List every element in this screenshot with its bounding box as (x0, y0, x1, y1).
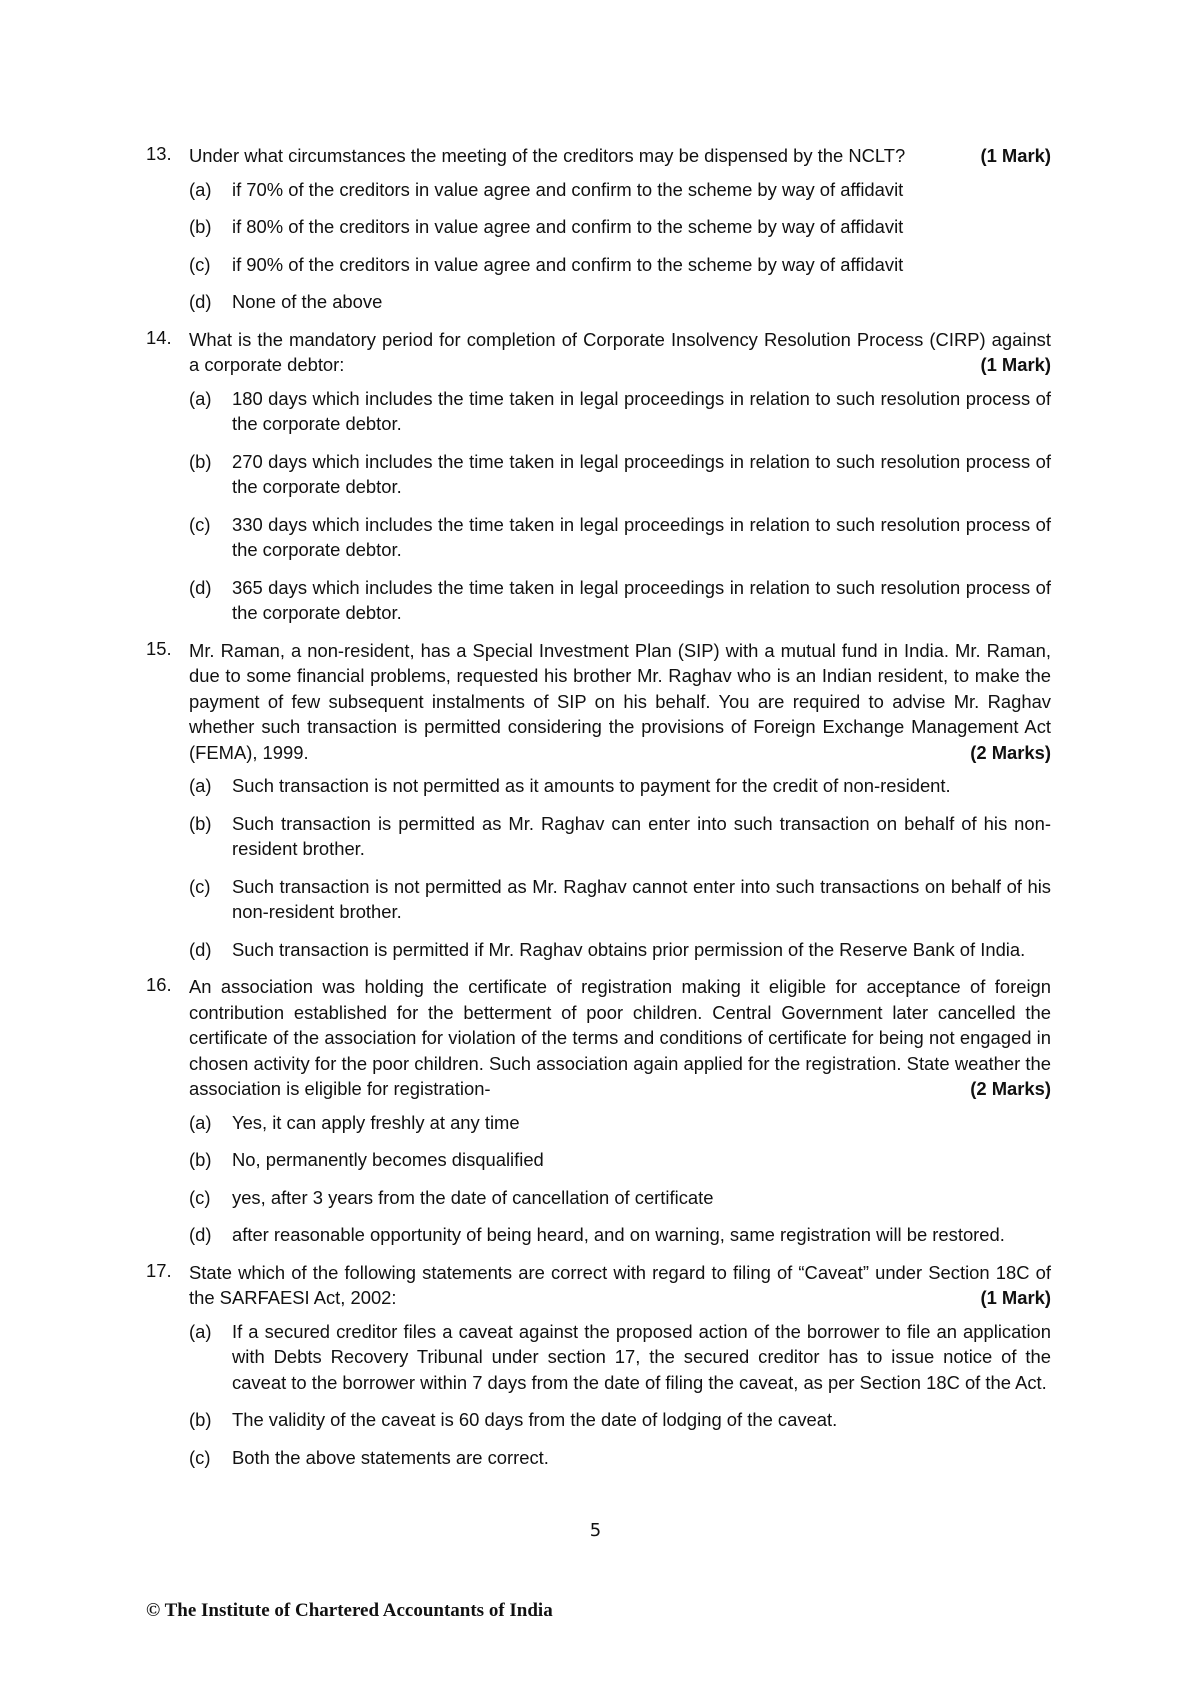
question-marks: (1 Mark) (980, 354, 1051, 375)
option-b (189, 449, 1051, 500)
option-label: (d) (189, 1224, 212, 1245)
option-b (189, 1147, 1051, 1173)
question-body: State which of the following statements are correct with regard to filing of “Caveat” under Section 18C of the SARFAESI Act, 2002: (189, 1261, 1051, 1308)
option-label: (d) (189, 291, 212, 312)
option-label: (b) (189, 812, 212, 834)
option-text: if 70% of the creditors in value agree and confirm to the scheme by way of affidavit (232, 178, 904, 200)
option-text: No, permanently becomes disqualified (232, 1149, 544, 1170)
option-label: (d) (189, 938, 212, 960)
question-text (189, 143, 1051, 169)
option-label: (d) (189, 576, 212, 598)
question-text (189, 638, 1051, 766)
option-label: (b) (189, 1409, 212, 1430)
option-a (189, 773, 1051, 799)
option-c (189, 874, 1051, 925)
question-marks: (1 Mark) (980, 1287, 1051, 1308)
question-15 (146, 638, 1051, 963)
option-text: 270 days which includes the time taken in legal proceedings in relation to such resolution process of the corporate debtor. (232, 450, 1051, 497)
option-label: (a) (189, 178, 212, 200)
option-c (189, 252, 1051, 278)
option-d (189, 575, 1051, 626)
option-label: (c) (189, 253, 211, 275)
option-c (189, 512, 1051, 563)
option-text: The validity of the caveat is 60 days from the date of lodging of the caveat. (232, 1409, 838, 1430)
question-number: 17. (146, 1259, 172, 1281)
question-17 (146, 1260, 1051, 1471)
question-number: 14. (146, 326, 172, 348)
option-label: (a) (189, 1320, 212, 1342)
option-label: (a) (189, 775, 212, 796)
option-label: (b) (189, 216, 212, 237)
option-b (189, 1407, 1051, 1433)
question-body: Mr. Raman, a non-resident, has a Special Investment Plan (SIP) with a mutual fund in India. Mr. Raman, due to some financial problems, requested his brother Mr. Raghav who is an Indian resident, to make the payment of few subsequent instalments of SIP on his behalf. You are required to advise Mr. Raghav whether such transaction is permitted considering the provisions of Foreign Exchange Management Act (FEMA), 1999. (189, 639, 1051, 763)
option-list (189, 1319, 1051, 1471)
option-d (189, 1222, 1051, 1248)
option-c (189, 1185, 1051, 1211)
option-d (189, 289, 1051, 315)
option-text: 180 days which includes the time taken in legal proceedings in relation to such resolution process of the corporate debtor. (232, 387, 1051, 434)
page-number: 5 (589, 1520, 602, 1541)
option-text: Such transaction is permitted if Mr. Raghav obtains prior permission of the Reserve Bank of India. (232, 938, 1026, 960)
option-label: (c) (189, 1186, 211, 1208)
option-b (189, 811, 1051, 862)
option-text: If a secured creditor files a caveat against the proposed action of the borrower to file an application with Debts Recovery Tribunal under section 17, the secured creditor has to issue notice of the caveat to the borrower within 7 days from the date of filing the caveat, as per Section 18C of the Act. (232, 1320, 1051, 1393)
option-list (189, 773, 1051, 962)
question-marks: (2 Marks) (970, 741, 1051, 763)
option-text: 330 days which includes the time taken in legal proceedings in relation to such resolution process of the corporate debtor. (232, 513, 1051, 560)
option-text: Both the above statements are correct. (232, 1446, 549, 1468)
option-label: (b) (189, 450, 212, 472)
option-text: Yes, it can apply freshly at any time (232, 1111, 520, 1133)
question-number: 16. (146, 974, 172, 995)
option-list (189, 1110, 1051, 1248)
question-number: 15. (146, 637, 172, 659)
question-marks: (1 Mark) (980, 145, 1051, 166)
question-text (189, 327, 1051, 378)
option-text: if 90% of the creditors in value agree and confirm to the scheme by way of affidavit (232, 253, 904, 275)
option-text: yes, after 3 years from the date of cancellation of certificate (232, 1186, 714, 1208)
option-text: Such transaction is not permitted as it amounts to payment for the credit of non-resident. (232, 775, 951, 796)
option-b (189, 214, 1051, 240)
option-label: (c) (189, 513, 211, 535)
option-a (189, 386, 1051, 437)
option-label: (a) (189, 1111, 212, 1133)
option-text: if 80% of the creditors in value agree and confirm to the scheme by way of affidavit (232, 216, 904, 237)
question-text (189, 974, 1051, 1102)
question-16 (146, 974, 1051, 1248)
question-page (146, 143, 1051, 1482)
question-body: What is the mandatory period for completion of Corporate Insolvency Resolution Process (CIRP) against a corporate debtor: (189, 328, 1051, 375)
option-text: Such transaction is permitted as Mr. Raghav can enter into such transaction on behalf of his non-resident brother. (232, 812, 1051, 859)
option-text: 365 days which includes the time taken in legal proceedings in relation to such resolution process of the corporate debtor. (232, 576, 1051, 623)
option-a (189, 1319, 1051, 1396)
question-body: Under what circumstances the meeting of the creditors may be dispensed by the NCLT? (189, 145, 906, 166)
option-a (189, 1110, 1051, 1136)
option-label: (c) (189, 875, 211, 897)
option-text: None of the above (232, 291, 383, 312)
copyright-footer: © The Institute of Chartered Accountants of India (146, 1600, 553, 1621)
option-label: (a) (189, 387, 212, 409)
option-d (189, 937, 1051, 963)
question-number: 13. (146, 143, 172, 164)
option-label: (b) (189, 1149, 212, 1170)
option-c (189, 1445, 1051, 1471)
option-list (189, 386, 1051, 626)
option-text: Such transaction is not permitted as Mr. Raghav cannot enter into such transactions on behalf of his non-resident brother. (232, 875, 1051, 922)
question-text (189, 1260, 1051, 1311)
option-a (189, 177, 1051, 203)
question-marks: (2 Marks) (970, 1078, 1051, 1099)
option-text: after reasonable opportunity of being heard, and on warning, same registration will be restored. (232, 1224, 1005, 1245)
question-13 (146, 143, 1051, 315)
question-14 (146, 327, 1051, 626)
option-list (189, 177, 1051, 315)
question-body: An association was holding the certificate of registration making it eligible for acceptance of foreign contribution established for the betterment of poor children. Central Government later cancelled the certificate of the association for violation of the terms and conditions of certificate for being not engaged in chosen activity for the poor children. Such association again applied for the registration. State weather the association is eligible for registration- (189, 976, 1051, 1099)
option-label: (c) (189, 1446, 211, 1468)
